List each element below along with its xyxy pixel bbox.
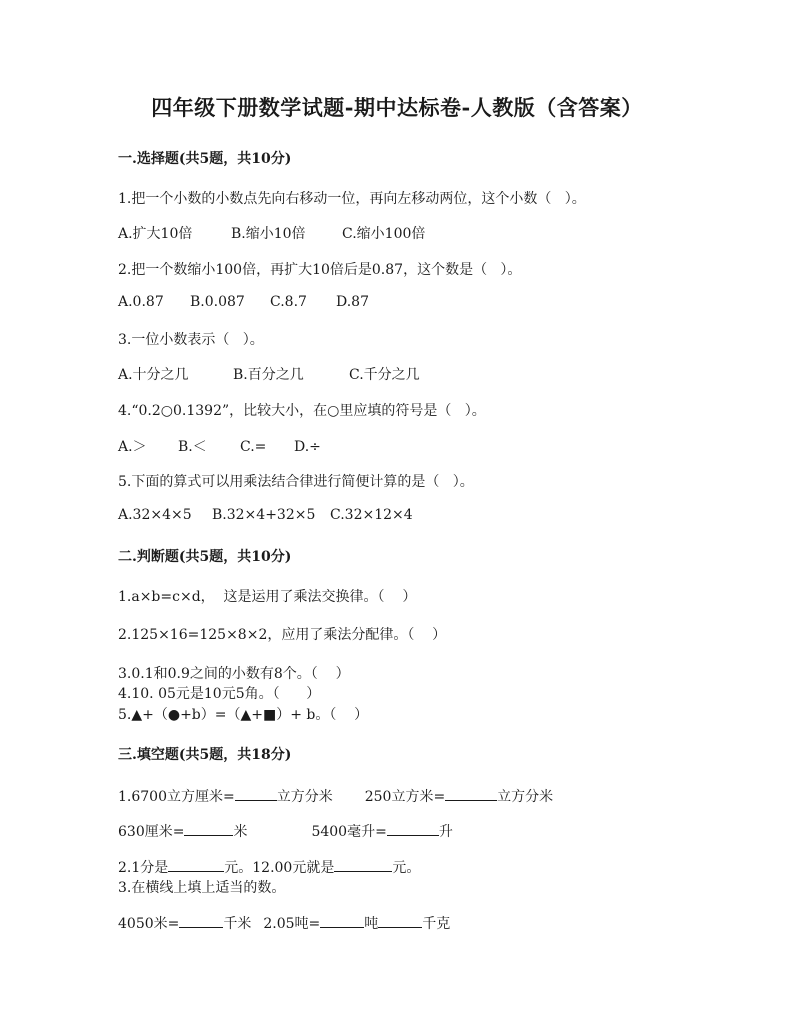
answer-blank[interactable] xyxy=(235,786,277,801)
option-d: D.÷ xyxy=(294,439,321,455)
option-b: B.＜ xyxy=(178,439,207,455)
option-a: A.＞ xyxy=(118,439,147,455)
choice-question-3: 3.一位小数表示（ ）。 xyxy=(118,332,264,348)
choice-options-3 xyxy=(118,364,420,384)
page-title: 四年级下册数学试题-期中达标卷-人教版（含答案） xyxy=(151,95,643,120)
answer-blank[interactable] xyxy=(334,857,392,872)
fill-text: 立方分米 xyxy=(497,789,554,805)
judge-question-1: 1.a×b=c×d， 这是运用了乘法交换律。（ ） xyxy=(118,589,417,605)
option-c: C.32×12×4 xyxy=(330,507,413,523)
option-d: D.87 xyxy=(336,294,369,310)
choice-question-4: 4.“0.2○0.1392”，比较大小，在○里应填的符号是（ ）。 xyxy=(118,403,486,419)
judge-question-2: 2.125×16=125×8×2，应用了乘法分配律。（ ） xyxy=(118,627,447,643)
answer-blank[interactable] xyxy=(184,821,233,836)
option-a: A.0.87 xyxy=(118,294,164,310)
choice-options-4 xyxy=(118,436,321,456)
answer-blank[interactable] xyxy=(320,913,364,928)
option-c: C.缩小100倍 xyxy=(342,226,426,242)
judge-question-5: 5.▲+（●+b）=（▲+■）+ b。（ ） xyxy=(118,707,369,723)
choice-question-5: 5.下面的算式可以用乘法结合律进行简便计算的是（ ）。 xyxy=(118,474,474,490)
fill-question-1-row-1 xyxy=(118,786,553,806)
answer-blank[interactable] xyxy=(179,913,223,928)
fill-text: 250立方米= xyxy=(364,789,446,805)
option-b: B.百分之几 xyxy=(233,367,304,383)
choice-options-1 xyxy=(118,223,425,243)
section-heading-fill: 三.填空题(共5题，共18分) xyxy=(118,747,292,763)
fill-question-1-row-2 xyxy=(118,821,453,841)
option-a: A.32×4×5 xyxy=(118,507,192,523)
section-heading-judge: 二.判断题(共5题，共10分) xyxy=(118,549,292,565)
option-a: A.十分之几 xyxy=(118,367,189,383)
fill-text: 1.6700立方厘米= xyxy=(118,789,235,805)
judge-question-4: 4.10. 05元是10元5角。（ ） xyxy=(118,686,321,702)
fill-text: 2.05吨= xyxy=(263,916,321,932)
fill-question-2 xyxy=(118,857,420,877)
fill-text: 元。12.00元就是 xyxy=(224,860,335,876)
choice-options-5 xyxy=(118,507,413,523)
choice-question-1: 1.把一个小数的小数点先向右移动一位，再向左移动两位，这个小数（ ）。 xyxy=(118,191,586,207)
option-c: C.8.7 xyxy=(270,294,307,310)
answer-blank[interactable] xyxy=(378,913,422,928)
fill-text: 4050米= xyxy=(118,916,180,932)
fill-text: 吨 xyxy=(364,916,379,932)
option-a: A.扩大10倍 xyxy=(118,226,193,242)
fill-question-3: 3.在横线上填上适当的数。 xyxy=(118,880,286,896)
section-heading-choice: 一.选择题(共5题，共10分) xyxy=(118,151,292,167)
option-c: C.= xyxy=(240,439,267,455)
choice-question-2: 2.把一个数缩小100倍，再扩大10倍后是0.87，这个数是（ ）。 xyxy=(118,262,522,278)
fill-question-3-row xyxy=(118,913,450,933)
option-c: C.千分之几 xyxy=(349,367,420,383)
fill-text: 2.1分是 xyxy=(118,860,169,876)
fill-text: 米 xyxy=(233,824,248,840)
answer-blank[interactable] xyxy=(387,821,439,836)
fill-text: 千克 xyxy=(422,916,451,932)
judge-question-3: 3.0.1和0.9之间的小数有8个。（ ） xyxy=(118,666,350,682)
answer-blank[interactable] xyxy=(168,857,224,872)
fill-text: 升 xyxy=(438,824,453,840)
fill-text: 立方分米 xyxy=(276,789,333,805)
fill-text: 千米 xyxy=(223,916,252,932)
choice-options-2 xyxy=(118,294,369,310)
option-b: B.32×4+32×5 xyxy=(212,507,316,523)
fill-text: 元。 xyxy=(392,860,421,876)
fill-text: 630厘米= xyxy=(118,824,185,840)
option-b: B.缩小10倍 xyxy=(231,226,306,242)
option-b: B.0.087 xyxy=(190,294,245,310)
answer-blank[interactable] xyxy=(445,786,497,801)
fill-text: 5400毫升= xyxy=(311,824,387,840)
